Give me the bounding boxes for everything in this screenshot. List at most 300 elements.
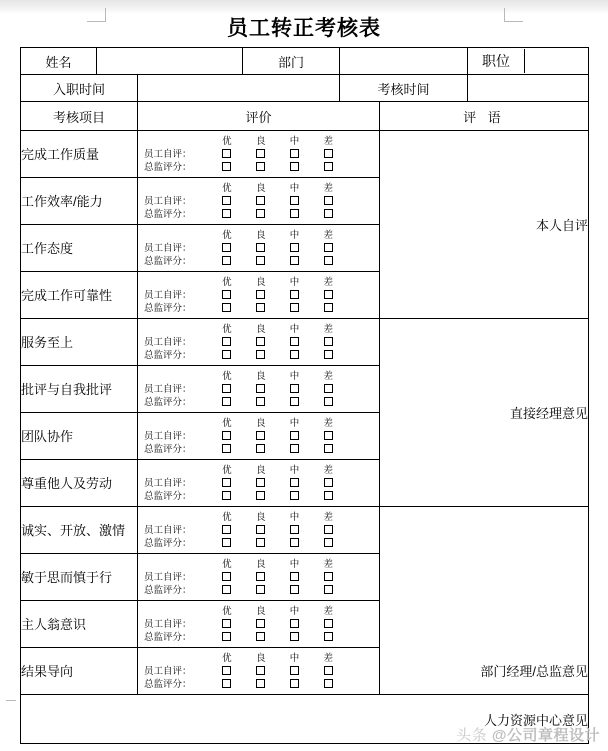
rating-checkbox-cell[interactable] xyxy=(244,537,278,550)
checkbox-icon[interactable] xyxy=(222,431,231,440)
rating-checkbox-cell[interactable] xyxy=(311,665,345,678)
rating-row xyxy=(138,678,379,691)
hr-opinion-label: 人力资源中心意见 xyxy=(483,712,588,728)
rating-checkbox-cell[interactable] xyxy=(244,161,278,174)
rating-header-tail xyxy=(345,511,379,524)
rating-checkbox-cell[interactable] xyxy=(210,678,244,691)
rating-row xyxy=(138,255,379,268)
checkbox-icon[interactable] xyxy=(222,525,231,534)
checkbox-icon[interactable] xyxy=(324,209,333,218)
checkbox-icon[interactable] xyxy=(222,491,231,500)
rating-checkbox-cell[interactable] xyxy=(244,349,278,362)
rating-cell xyxy=(138,131,380,178)
rating-checkbox-cell[interactable] xyxy=(311,396,345,409)
checkbox-icon[interactable] xyxy=(256,290,265,299)
rating-checkbox-cell[interactable] xyxy=(244,490,278,503)
rating-checkbox-cell[interactable] xyxy=(210,430,244,443)
grade-header: 差 xyxy=(323,511,334,523)
checkbox-icon[interactable] xyxy=(290,525,299,534)
checkbox-icon[interactable] xyxy=(324,619,333,628)
rating-checkbox-cell[interactable] xyxy=(311,584,345,597)
position-group xyxy=(468,48,589,75)
rating-checkbox-cell[interactable] xyxy=(278,618,312,631)
checkbox-icon[interactable] xyxy=(290,666,299,675)
checkbox-icon[interactable] xyxy=(222,384,231,393)
rating-header-spacer xyxy=(138,558,210,571)
checkbox-icon[interactable] xyxy=(222,478,231,487)
rating-row-label: 员工自评： xyxy=(144,289,192,301)
grade-header: 优 xyxy=(222,370,232,382)
checkbox-icon[interactable] xyxy=(324,162,333,171)
rating-row xyxy=(138,302,379,315)
rating-checkbox-cell[interactable] xyxy=(311,537,345,550)
checkbox-icon[interactable] xyxy=(324,149,333,158)
comment-cell[interactable] xyxy=(380,507,589,695)
checkbox-icon[interactable] xyxy=(222,444,231,453)
rating-checkbox-cell[interactable] xyxy=(210,477,244,490)
checkbox-icon[interactable] xyxy=(324,585,333,594)
watermark xyxy=(456,724,600,745)
rating-checkbox-cell[interactable] xyxy=(278,255,312,268)
rating-checkbox-cell[interactable] xyxy=(210,571,244,584)
checkbox-icon[interactable] xyxy=(290,337,299,346)
rating-checkbox-cell[interactable] xyxy=(278,302,312,315)
rating-checkbox-cell[interactable] xyxy=(210,161,244,174)
checkbox-icon[interactable] xyxy=(290,196,299,205)
rating-checkbox-cell[interactable] xyxy=(244,665,278,678)
checkbox-icon[interactable] xyxy=(290,350,299,359)
rating-grid xyxy=(138,182,379,221)
checkbox-icon[interactable] xyxy=(290,290,299,299)
rating-row xyxy=(138,383,379,396)
checkbox-icon[interactable] xyxy=(222,619,231,628)
checkbox-icon[interactable] xyxy=(324,632,333,641)
rating-checkbox-cell[interactable] xyxy=(278,396,312,409)
checkbox-icon[interactable] xyxy=(290,572,299,581)
checkbox-icon[interactable] xyxy=(290,491,299,500)
grade-header: 良 xyxy=(255,652,266,664)
rating-row-tail xyxy=(345,195,379,208)
header-row-dates xyxy=(21,75,589,102)
appraisal-item-row xyxy=(21,319,589,366)
comment-cell[interactable] xyxy=(380,319,589,507)
checkbox-icon[interactable] xyxy=(324,444,333,453)
checkbox-icon[interactable] xyxy=(222,162,231,171)
rating-row xyxy=(138,490,379,503)
rating-grade-header-row xyxy=(138,276,379,289)
rating-row-tail xyxy=(345,242,379,255)
checkbox-icon[interactable] xyxy=(222,679,231,688)
rating-checkbox-cell[interactable] xyxy=(244,289,278,302)
rating-cell xyxy=(138,225,380,272)
checkbox-icon[interactable] xyxy=(256,397,265,406)
rating-checkbox-cell[interactable] xyxy=(311,242,345,255)
rating-checkbox-cell[interactable] xyxy=(278,584,312,597)
rating-row-tail xyxy=(345,336,379,349)
rating-checkbox-cell[interactable] xyxy=(311,443,345,456)
rating-checkbox-cell[interactable] xyxy=(278,524,312,537)
rating-checkbox-cell[interactable] xyxy=(244,148,278,161)
rating-checkbox-cell[interactable] xyxy=(278,430,312,443)
rating-row-label: 员工自评： xyxy=(144,524,192,536)
checkbox-icon[interactable] xyxy=(222,538,231,547)
rating-row xyxy=(138,584,379,597)
checkbox-icon[interactable] xyxy=(256,196,265,205)
checkbox-icon[interactable] xyxy=(324,384,333,393)
rating-header-tail xyxy=(345,323,379,336)
checkbox-icon[interactable] xyxy=(256,431,265,440)
rating-checkbox-cell[interactable] xyxy=(210,490,244,503)
rating-row xyxy=(138,242,379,255)
rating-checkbox-cell[interactable] xyxy=(278,161,312,174)
rating-row xyxy=(138,571,379,584)
rating-checkbox-cell[interactable] xyxy=(210,255,244,268)
rating-row-label: 总监评分： xyxy=(144,678,192,690)
checkbox-icon[interactable] xyxy=(324,196,333,205)
checkbox-icon[interactable] xyxy=(290,431,299,440)
checkbox-icon[interactable] xyxy=(290,397,299,406)
rating-row xyxy=(138,148,379,161)
rating-checkbox-cell[interactable] xyxy=(244,477,278,490)
rating-row-tail xyxy=(345,302,379,315)
checkbox-icon[interactable] xyxy=(324,243,333,252)
rating-row xyxy=(138,618,379,631)
appraisal-form-table xyxy=(20,47,589,744)
checkbox-icon[interactable] xyxy=(256,149,265,158)
checkbox-icon[interactable] xyxy=(256,525,265,534)
checkbox-icon[interactable] xyxy=(324,525,333,534)
checkbox-icon[interactable] xyxy=(324,350,333,359)
rating-checkbox-cell[interactable] xyxy=(278,195,312,208)
grade-header: 中 xyxy=(289,323,300,335)
grade-header: 中 xyxy=(289,605,300,617)
rating-row-label: 总监评分： xyxy=(144,396,192,408)
rating-checkbox-cell[interactable] xyxy=(311,490,345,503)
column-header-comment: 评 语 xyxy=(380,102,589,131)
review-date-label: 考核时间 xyxy=(340,75,468,102)
rating-row-label: 员工自评： xyxy=(144,242,192,254)
rating-header-tail xyxy=(345,558,379,571)
checkbox-icon[interactable] xyxy=(324,290,333,299)
rating-checkbox-cell[interactable] xyxy=(278,571,312,584)
rating-checkbox-cell[interactable] xyxy=(244,396,278,409)
checkbox-icon[interactable] xyxy=(324,538,333,547)
rating-checkbox-cell[interactable] xyxy=(244,195,278,208)
checkbox-icon[interactable] xyxy=(290,585,299,594)
checkbox-icon[interactable] xyxy=(222,196,231,205)
checkbox-icon[interactable] xyxy=(256,538,265,547)
checkbox-icon[interactable] xyxy=(256,256,265,265)
rating-checkbox-cell[interactable] xyxy=(311,678,345,691)
rating-checkbox-cell[interactable] xyxy=(278,148,312,161)
checkbox-icon[interactable] xyxy=(290,149,299,158)
rating-grid xyxy=(138,652,379,691)
rating-checkbox-cell[interactable] xyxy=(210,148,244,161)
rating-row-label: 员工自评： xyxy=(144,430,192,442)
rating-checkbox-cell[interactable] xyxy=(311,383,345,396)
rating-checkbox-cell[interactable] xyxy=(311,430,345,443)
hire-date-field[interactable] xyxy=(138,75,340,102)
rating-checkbox-cell[interactable] xyxy=(244,571,278,584)
hire-date-label: 入职时间 xyxy=(21,75,138,102)
appraisal-item-label: 工作态度 xyxy=(21,225,138,272)
rating-checkbox-cell[interactable] xyxy=(210,631,244,644)
checkbox-icon[interactable] xyxy=(290,619,299,628)
rating-checkbox-cell[interactable] xyxy=(244,242,278,255)
rating-checkbox-cell[interactable] xyxy=(244,631,278,644)
rating-checkbox-cell[interactable] xyxy=(311,148,345,161)
checkbox-icon[interactable] xyxy=(290,162,299,171)
grade-header: 差 xyxy=(323,417,334,429)
rating-row xyxy=(138,477,379,490)
rating-row-label: 员工自评： xyxy=(144,618,192,630)
checkbox-icon[interactable] xyxy=(222,337,231,346)
rating-checkbox-cell[interactable] xyxy=(210,396,244,409)
rating-checkbox-cell[interactable] xyxy=(210,349,244,362)
review-date-field[interactable] xyxy=(468,75,589,102)
rating-checkbox-cell[interactable] xyxy=(278,477,312,490)
grade-header: 差 xyxy=(323,135,334,147)
page-margin-mark-left xyxy=(6,700,16,701)
rating-checkbox-cell[interactable] xyxy=(311,631,345,644)
rating-checkbox-cell[interactable] xyxy=(210,537,244,550)
position-field[interactable] xyxy=(525,49,589,73)
rating-checkbox-cell[interactable] xyxy=(311,161,345,174)
rating-checkbox-cell[interactable] xyxy=(244,430,278,443)
checkbox-icon[interactable] xyxy=(256,337,265,346)
rating-checkbox-cell[interactable] xyxy=(311,302,345,315)
name-field[interactable] xyxy=(97,48,243,75)
appraisal-item-label: 尊重他人及劳动 xyxy=(21,460,138,507)
watermark-prefix: 头条 xyxy=(456,727,488,744)
rating-checkbox-cell[interactable] xyxy=(278,443,312,456)
rating-grade-header-row xyxy=(138,323,379,336)
rating-grade-header-row xyxy=(138,511,379,524)
rating-checkbox-cell[interactable] xyxy=(311,336,345,349)
rating-checkbox-cell[interactable] xyxy=(244,678,278,691)
checkbox-icon[interactable] xyxy=(222,666,231,675)
rating-checkbox-cell[interactable] xyxy=(311,524,345,537)
rating-checkbox-cell[interactable] xyxy=(210,336,244,349)
rating-checkbox-cell[interactable] xyxy=(278,242,312,255)
rating-row-label: 总监评分： xyxy=(144,302,192,314)
rating-checkbox-cell[interactable] xyxy=(244,524,278,537)
grade-header: 差 xyxy=(323,229,334,241)
checkbox-icon[interactable] xyxy=(324,431,333,440)
rating-header-tail xyxy=(345,652,379,665)
checkbox-icon[interactable] xyxy=(256,350,265,359)
rating-checkbox-cell[interactable] xyxy=(278,537,312,550)
rating-checkbox-cell[interactable] xyxy=(244,584,278,597)
checkbox-icon[interactable] xyxy=(324,256,333,265)
checkbox-icon[interactable] xyxy=(324,491,333,500)
name-label: 姓名 xyxy=(21,48,97,75)
grade-header: 中 xyxy=(289,511,300,523)
rating-checkbox-cell[interactable] xyxy=(278,349,312,362)
rating-checkbox-cell[interactable] xyxy=(210,195,244,208)
checkbox-icon[interactable] xyxy=(256,666,265,675)
rating-checkbox-cell[interactable] xyxy=(278,490,312,503)
rating-checkbox-cell[interactable] xyxy=(311,571,345,584)
checkbox-icon[interactable] xyxy=(256,572,265,581)
rating-row-tail xyxy=(345,383,379,396)
rating-row-tail xyxy=(345,631,379,644)
rating-row-label: 总监评分： xyxy=(144,490,192,502)
rating-checkbox-cell[interactable] xyxy=(311,289,345,302)
rating-checkbox-cell[interactable] xyxy=(210,383,244,396)
rating-cell xyxy=(138,319,380,366)
department-field[interactable] xyxy=(340,48,468,75)
rating-checkbox-cell[interactable] xyxy=(210,524,244,537)
rating-checkbox-cell[interactable] xyxy=(210,584,244,597)
rating-checkbox-cell[interactable] xyxy=(311,477,345,490)
rating-checkbox-cell[interactable] xyxy=(210,302,244,315)
checkbox-icon[interactable] xyxy=(222,397,231,406)
appraisal-item-label: 服务至上 xyxy=(21,319,138,366)
checkbox-icon[interactable] xyxy=(324,679,333,688)
checkbox-icon[interactable] xyxy=(256,162,265,171)
rating-checkbox-cell[interactable] xyxy=(278,665,312,678)
checkbox-icon[interactable] xyxy=(256,444,265,453)
checkbox-icon[interactable] xyxy=(290,679,299,688)
rating-checkbox-cell[interactable] xyxy=(210,618,244,631)
rating-row-tail xyxy=(345,524,379,537)
checkbox-icon[interactable] xyxy=(324,478,333,487)
rating-checkbox-cell[interactable] xyxy=(278,631,312,644)
rating-checkbox-cell[interactable] xyxy=(278,208,312,221)
checkbox-icon[interactable] xyxy=(222,572,231,581)
rating-checkbox-cell[interactable] xyxy=(278,678,312,691)
rating-checkbox-cell[interactable] xyxy=(311,208,345,221)
rating-checkbox-cell[interactable] xyxy=(210,242,244,255)
checkbox-icon[interactable] xyxy=(290,243,299,252)
rating-row xyxy=(138,443,379,456)
checkbox-icon[interactable] xyxy=(256,632,265,641)
checkbox-icon[interactable] xyxy=(222,149,231,158)
checkbox-icon[interactable] xyxy=(290,209,299,218)
rating-row-label: 总监评分： xyxy=(144,208,192,220)
rating-header-tail xyxy=(345,135,379,148)
rating-row-tail xyxy=(345,430,379,443)
rating-row-tail xyxy=(345,571,379,584)
checkbox-icon[interactable] xyxy=(256,303,265,312)
grade-header: 中 xyxy=(289,464,300,476)
checkbox-icon[interactable] xyxy=(324,397,333,406)
rating-checkbox-cell[interactable] xyxy=(311,618,345,631)
rating-row-tail xyxy=(345,537,379,550)
checkbox-icon[interactable] xyxy=(222,303,231,312)
checkbox-icon[interactable] xyxy=(222,585,231,594)
checkbox-icon[interactable] xyxy=(222,209,231,218)
rating-header-spacer xyxy=(138,229,210,242)
rating-grid xyxy=(138,276,379,315)
rating-header-spacer xyxy=(138,323,210,336)
rating-grid xyxy=(138,323,379,362)
column-header-item: 考核项目 xyxy=(21,102,138,131)
rating-checkbox-cell[interactable] xyxy=(244,208,278,221)
comment-cell[interactable] xyxy=(380,131,589,319)
checkbox-icon[interactable] xyxy=(290,384,299,393)
rating-checkbox-cell[interactable] xyxy=(210,443,244,456)
rating-checkbox-cell[interactable] xyxy=(278,383,312,396)
rating-checkbox-cell[interactable] xyxy=(210,289,244,302)
rating-checkbox-cell[interactable] xyxy=(311,195,345,208)
rating-checkbox-cell[interactable] xyxy=(244,336,278,349)
rating-row-label: 总监评分： xyxy=(144,537,192,549)
rating-checkbox-cell[interactable] xyxy=(244,302,278,315)
checkbox-icon[interactable] xyxy=(256,243,265,252)
grade-header: 差 xyxy=(323,605,334,617)
rating-checkbox-cell[interactable] xyxy=(210,208,244,221)
checkbox-icon[interactable] xyxy=(256,209,265,218)
checkbox-icon[interactable] xyxy=(222,290,231,299)
rating-cell xyxy=(138,413,380,460)
checkbox-icon[interactable] xyxy=(256,619,265,628)
grade-header: 良 xyxy=(255,605,266,617)
checkbox-icon[interactable] xyxy=(256,679,265,688)
checkbox-icon[interactable] xyxy=(290,256,299,265)
checkbox-icon[interactable] xyxy=(324,303,333,312)
rating-header-spacer xyxy=(138,417,210,430)
checkbox-icon[interactable] xyxy=(256,585,265,594)
checkbox-icon[interactable] xyxy=(324,337,333,346)
checkbox-icon[interactable] xyxy=(256,478,265,487)
checkbox-icon[interactable] xyxy=(222,256,231,265)
rating-checkbox-cell[interactable] xyxy=(210,665,244,678)
checkbox-icon[interactable] xyxy=(290,632,299,641)
rating-grid xyxy=(138,370,379,409)
rating-checkbox-cell[interactable] xyxy=(278,289,312,302)
checkbox-icon[interactable] xyxy=(290,303,299,312)
rating-row xyxy=(138,631,379,644)
rating-header-spacer xyxy=(138,605,210,618)
checkbox-icon[interactable] xyxy=(256,384,265,393)
checkbox-icon[interactable] xyxy=(222,243,231,252)
rating-row xyxy=(138,161,379,174)
checkbox-icon[interactable] xyxy=(324,572,333,581)
rating-header-spacer xyxy=(138,511,210,524)
rating-row xyxy=(138,537,379,550)
rating-checkbox-cell[interactable] xyxy=(244,443,278,456)
rating-checkbox-cell[interactable] xyxy=(244,383,278,396)
checkbox-icon[interactable] xyxy=(290,478,299,487)
checkbox-icon[interactable] xyxy=(290,538,299,547)
rating-row-label: 员工自评： xyxy=(144,195,192,207)
checkbox-icon[interactable] xyxy=(290,444,299,453)
checkbox-icon[interactable] xyxy=(222,632,231,641)
rating-checkbox-cell[interactable] xyxy=(278,336,312,349)
appraisal-item-label: 完成工作可靠性 xyxy=(21,272,138,319)
grade-header: 优 xyxy=(222,605,232,617)
rating-checkbox-cell[interactable] xyxy=(311,255,345,268)
rating-row-label: 员工自评： xyxy=(144,477,192,489)
rating-row-label: 总监评分： xyxy=(144,255,192,267)
comment-label: 部门经理/总监意见 xyxy=(480,664,588,679)
grade-header: 优 xyxy=(222,182,232,194)
rating-header-spacer xyxy=(138,652,210,665)
rating-row-label: 员工自评： xyxy=(144,665,192,677)
checkbox-icon[interactable] xyxy=(222,350,231,359)
rating-checkbox-cell[interactable] xyxy=(244,255,278,268)
checkbox-icon[interactable] xyxy=(256,491,265,500)
rating-header-tail xyxy=(345,229,379,242)
grade-header: 良 xyxy=(255,182,266,194)
rating-row-tail xyxy=(345,161,379,174)
checkbox-icon[interactable] xyxy=(324,666,333,675)
rating-checkbox-cell[interactable] xyxy=(244,618,278,631)
grade-header: 中 xyxy=(289,135,300,147)
rating-checkbox-cell[interactable] xyxy=(311,349,345,362)
